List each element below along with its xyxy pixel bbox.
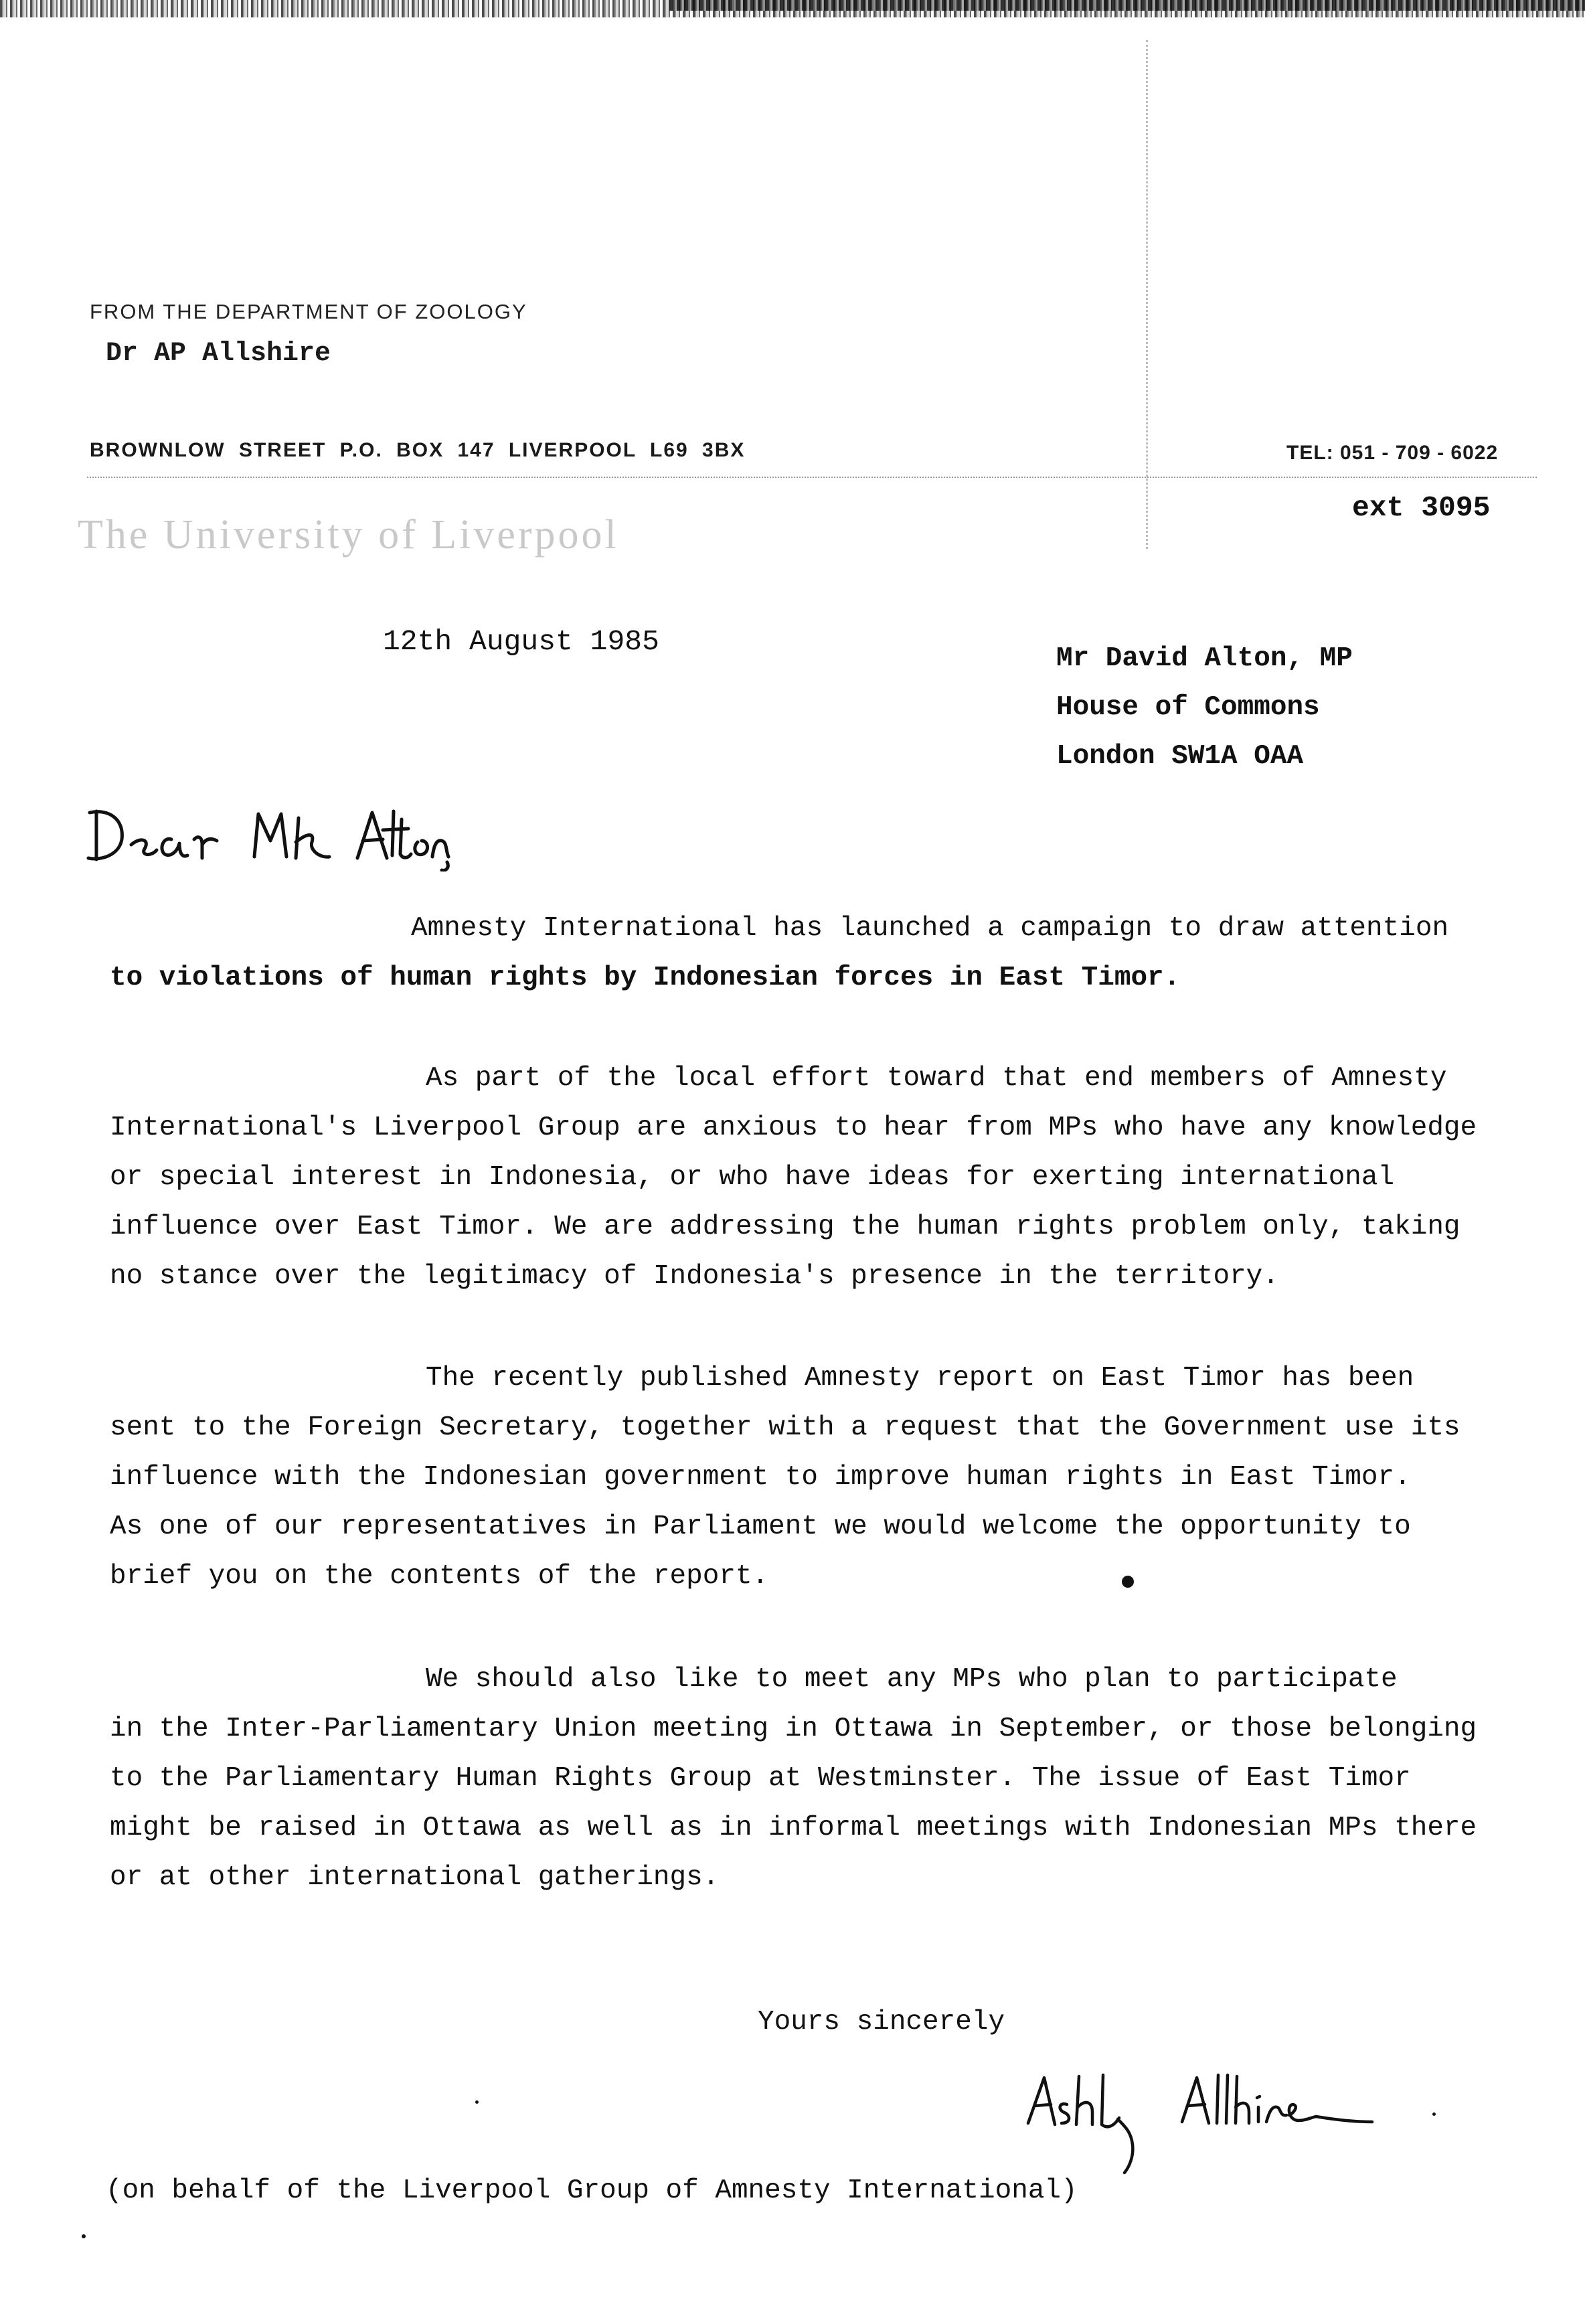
letter-date: 12th August 1985 — [383, 625, 659, 658]
body-paragraph-4 — [110, 1655, 1515, 1902]
on-behalf-line: (on behalf of the Liverpool Group of Amnesty International) — [106, 2175, 1078, 2206]
ink-dot — [1122, 1576, 1134, 1588]
paragraph-line: Amnesty International has launched a campaign to draw attention — [411, 913, 1449, 944]
speck — [1432, 2112, 1436, 2116]
university-name: The University of Liverpool — [78, 512, 619, 558]
paragraph-line: As one of our representatives in Parliament we would welcome the opportunity to — [110, 1511, 1411, 1542]
paragraph-line: brief you on the contents of the report. — [110, 1561, 769, 1592]
signature-handwriting — [1024, 2066, 1399, 2179]
letterhead-rule — [87, 477, 1537, 478]
recipient-line-1: House of Commons — [1056, 692, 1320, 723]
body-paragraph-3 — [110, 1353, 1515, 1601]
speck — [82, 2234, 86, 2238]
department-heading: FROM THE DEPARTMENT OF ZOOLOGY — [90, 300, 527, 323]
paragraph-line: sent to the Foreign Secretary, together with a request that the Government use its — [110, 1412, 1461, 1443]
speck — [475, 2100, 479, 2104]
sender-address: BROWNLOW STREET P.O. BOX 147 LIVERPOOL L69 3BX — [90, 439, 746, 461]
salutation-handwriting — [80, 798, 455, 872]
paragraph-line: or special interest in Indonesia, or who have ideas for exerting international — [110, 1162, 1395, 1193]
paragraph-line: influence with the Indonesian government to improve human rights in East Timor. — [110, 1462, 1411, 1493]
recipient-line-2: London SW1A OAA — [1056, 741, 1304, 772]
paragraph-line: to the Parliamentary Human Rights Group at Westminster. The issue of East Timor — [110, 1763, 1411, 1794]
telephone-number: TEL: 051 - 709 - 6022 — [1286, 442, 1499, 464]
paper-fold-mark — [1146, 40, 1148, 549]
paragraph-line: might be raised in Ottawa as well as in informal meetings with Indonesian MPs there — [110, 1813, 1477, 1843]
paragraph-line: We should also like to meet any MPs who plan to participate — [426, 1664, 1398, 1695]
sender-name: Dr AP Allshire — [106, 339, 331, 369]
paragraph-line: no stance over the legitimacy of Indonesia's presence in the territory. — [110, 1261, 1279, 1292]
paragraph-line: influence over East Timor. We are addressing the human rights problem only, taking — [110, 1212, 1461, 1242]
telephone-extension: ext 3095 — [1352, 491, 1491, 524]
scan-top-edge-dark — [669, 0, 1585, 11]
signature — [1024, 2066, 1399, 2183]
paragraph-line: in the Inter-Parliamentary Union meeting in Ottawa in September, or those belonging — [110, 1714, 1477, 1744]
paragraph-line: to violations of human rights by Indonesian forces in East Timor. — [110, 963, 1181, 993]
paragraph-line: The recently published Amnesty report on East Timor has been — [426, 1363, 1414, 1394]
paragraph-line: International's Liverpool Group are anxious to hear from MPs who have any knowledge — [110, 1112, 1477, 1143]
paragraph-line: As part of the local effort toward that end members of Amnesty — [426, 1063, 1447, 1094]
body-paragraph-1 — [110, 904, 1515, 1003]
body-paragraph-2 — [110, 1054, 1515, 1301]
paragraph-line: or at other international gatherings. — [110, 1862, 720, 1893]
recipient-name: Mr David Alton, MP — [1056, 643, 1353, 674]
closing-line: Yours sincerely — [758, 2007, 1005, 2038]
handwritten-salutation — [80, 798, 455, 875]
recipient-block — [1056, 635, 1353, 781]
